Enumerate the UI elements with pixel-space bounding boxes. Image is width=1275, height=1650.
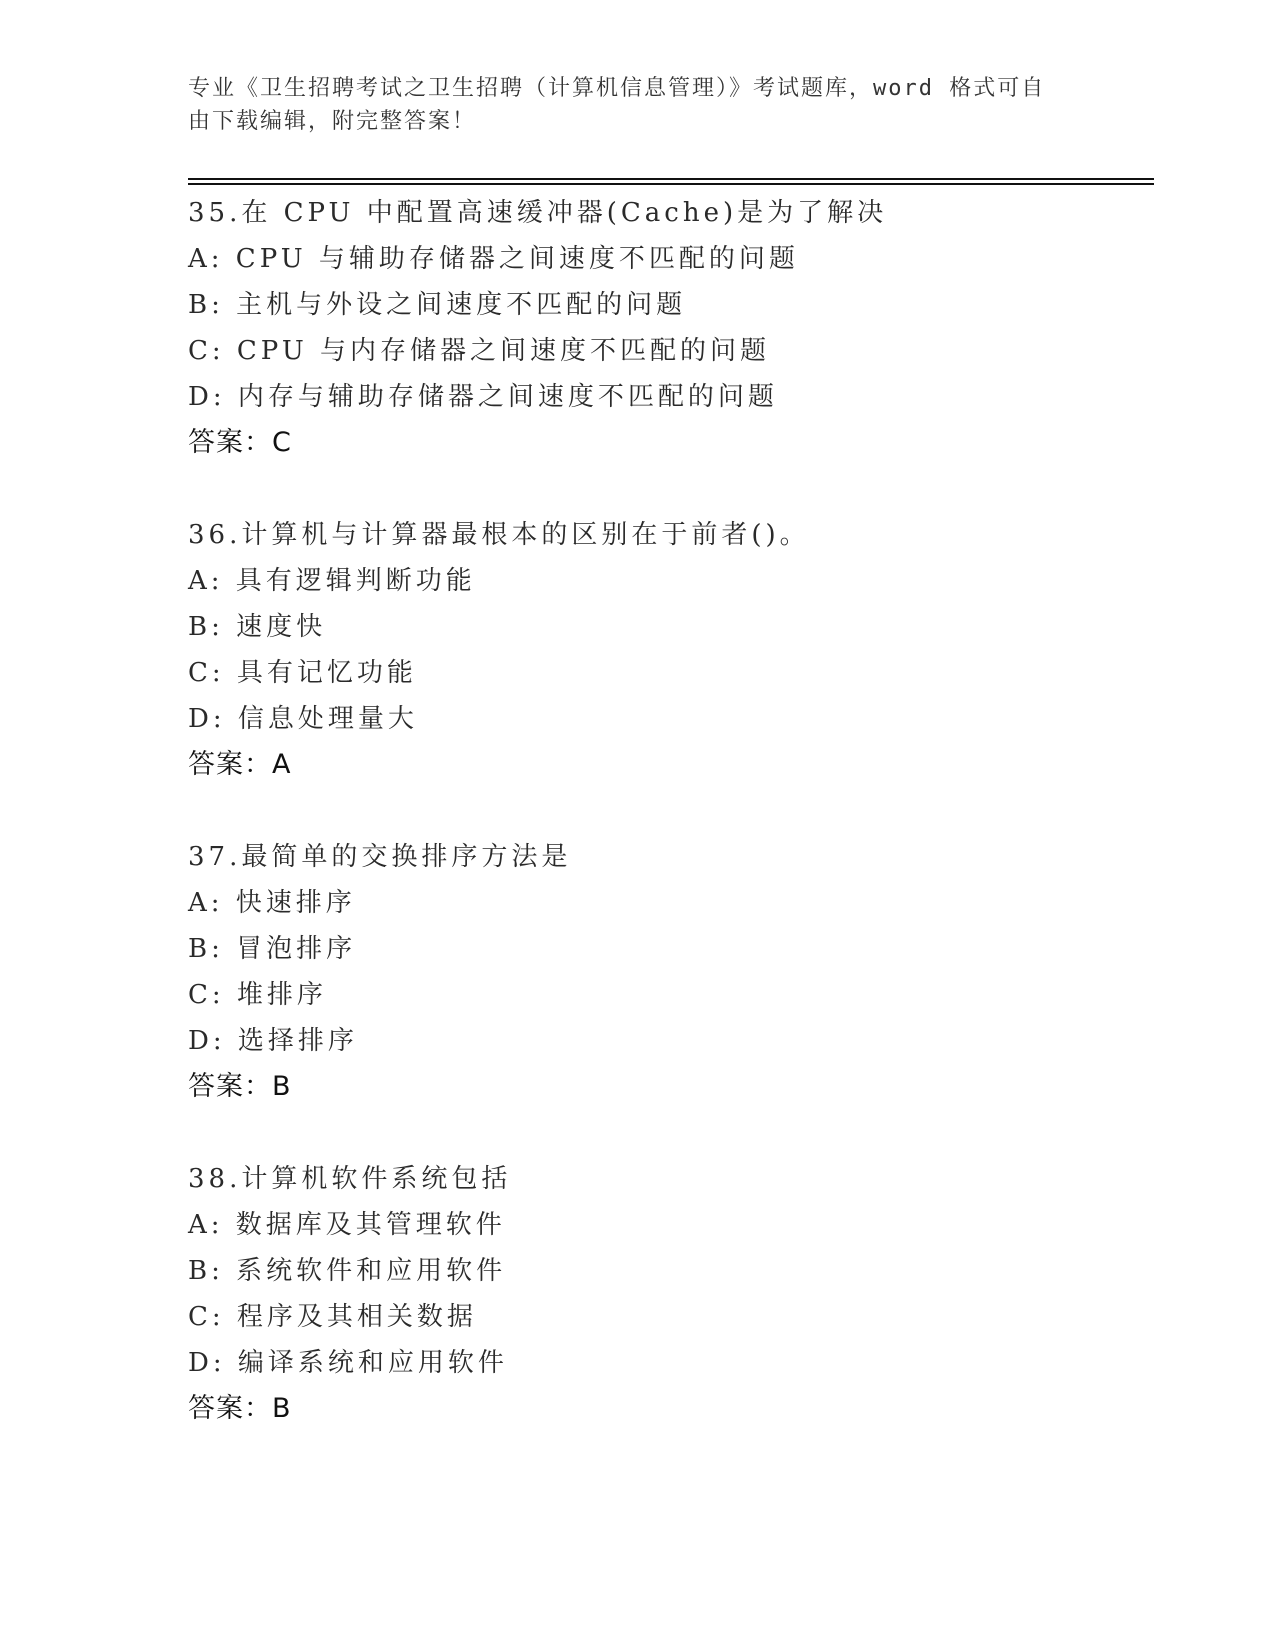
option-c: C: 堆排序 bbox=[188, 980, 327, 1010]
header-intro-line-2: 由下载编辑，附完整答案！ bbox=[188, 109, 477, 134]
header-divider-top bbox=[188, 178, 1154, 180]
option-c: C: 程序及其相关数据 bbox=[188, 1302, 477, 1332]
option-a: A: 快速排序 bbox=[188, 888, 356, 918]
question-36 bbox=[188, 512, 1154, 788]
header-intro-line-1: 专业《卫生招聘考试之卫生招聘（计算机信息管理）》考试题库，word 格式可自 bbox=[188, 76, 1046, 101]
document-header bbox=[188, 72, 1068, 138]
option-b: B: 主机与外设之间速度不匹配的问题 bbox=[188, 290, 687, 320]
option-d: D: 信息处理量大 bbox=[188, 704, 418, 734]
option-d: D: 内存与辅助存储器之间速度不匹配的问题 bbox=[188, 382, 778, 412]
option-c: C: 具有记忆功能 bbox=[188, 658, 417, 688]
option-a: A: CPU 与辅助存储器之间速度不匹配的问题 bbox=[188, 244, 799, 274]
answer-line: 答案：C bbox=[188, 427, 292, 458]
option-b: B: 速度快 bbox=[188, 612, 327, 642]
question-stem: 37.最简单的交换排序方法是 bbox=[188, 842, 572, 872]
option-d: D: 选择排序 bbox=[188, 1026, 358, 1056]
question-37 bbox=[188, 834, 1154, 1110]
option-b: B: 系统软件和应用软件 bbox=[188, 1256, 507, 1286]
question-stem: 35.在 CPU 中配置高速缓冲器(Cache)是为了解决 bbox=[188, 198, 888, 228]
question-stem: 36.计算机与计算器最根本的区别在于前者()。 bbox=[188, 520, 810, 550]
question-list bbox=[188, 190, 1154, 1478]
question-38 bbox=[188, 1156, 1154, 1432]
answer-line: 答案：B bbox=[188, 1393, 292, 1424]
option-a: A: 数据库及其管理软件 bbox=[188, 1210, 506, 1240]
answer-line: 答案：A bbox=[188, 749, 292, 780]
question-stem: 38.计算机软件系统包括 bbox=[188, 1164, 512, 1194]
question-35 bbox=[188, 190, 1154, 466]
option-d: D: 编译系统和应用软件 bbox=[188, 1348, 508, 1378]
option-c: C: CPU 与内存储器之间速度不匹配的问题 bbox=[188, 336, 771, 366]
header-divider-bottom bbox=[188, 183, 1154, 185]
option-b: B: 冒泡排序 bbox=[188, 934, 357, 964]
option-a: A: 具有逻辑判断功能 bbox=[188, 566, 476, 596]
answer-line: 答案：B bbox=[188, 1071, 292, 1102]
